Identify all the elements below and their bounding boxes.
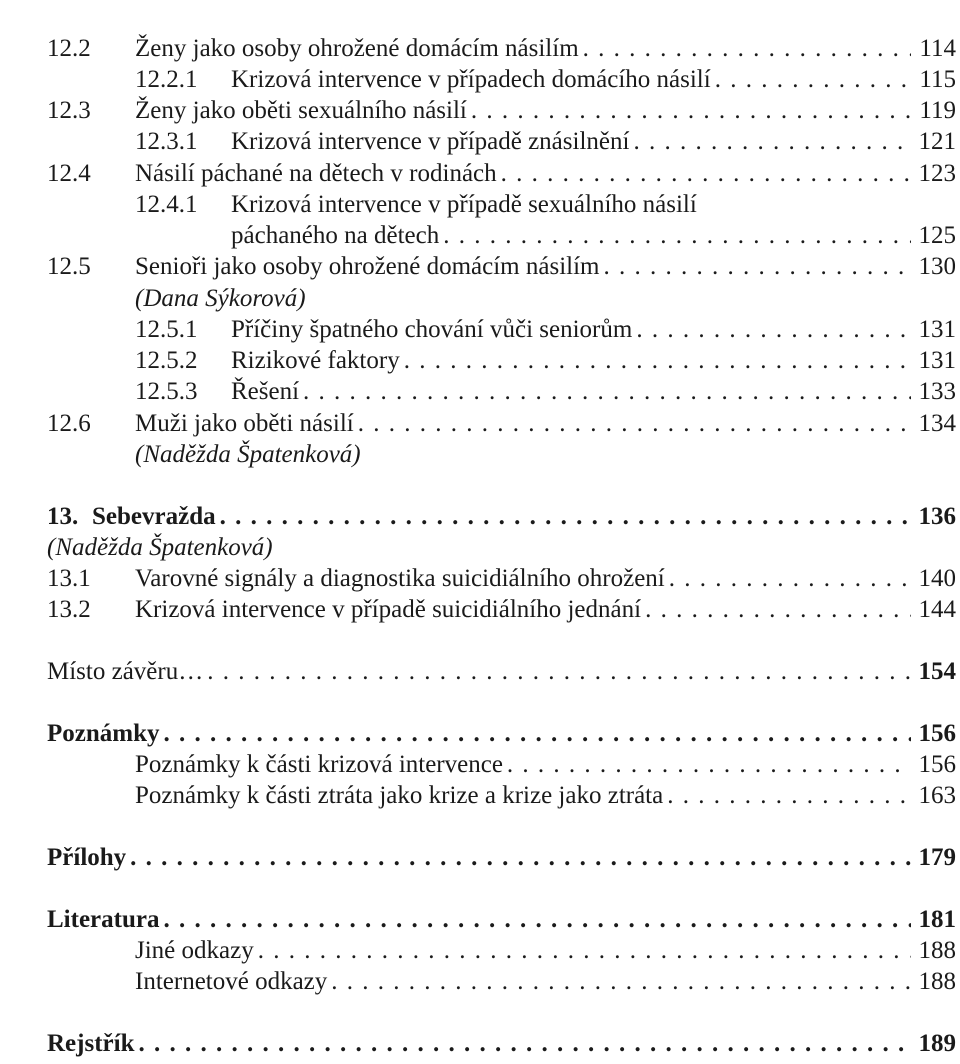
toc-entry[interactable] — [0, 344, 956, 378]
toc-entry-page: 188 — [918, 968, 956, 995]
toc-entry[interactable] — [0, 407, 956, 441]
toc-entry-page: 114 — [919, 35, 956, 62]
toc-entry-number: 12.3 — [47, 97, 91, 124]
toc-entry-title: Senioři jako osoby ohrožené domácím násilím — [135, 253, 600, 280]
toc-entry[interactable] — [0, 748, 956, 782]
toc-entry-title: Poznámky — [47, 720, 160, 747]
toc-entry-title: Krizová intervence v případě znásilnění — [231, 128, 630, 155]
toc-entry-continuation[interactable] — [0, 219, 956, 253]
chapter-author: (Naděžda Špatenková) — [47, 534, 273, 561]
toc-entry-page: 156 — [918, 751, 956, 778]
toc-entry-page: 130 — [918, 253, 956, 280]
dot-leader — [641, 593, 910, 627]
toc-entry[interactable] — [0, 313, 956, 347]
toc-entry-title: Rizikové faktory — [231, 347, 400, 374]
toc-entry-page: 179 — [918, 844, 956, 871]
dot-leader — [439, 219, 910, 253]
chapter-author: (Dana Sýkorová) — [135, 285, 306, 312]
dot-leader — [665, 562, 911, 596]
toc-entry-number: 13. — [47, 503, 79, 530]
toc-chapter-entry[interactable] — [0, 717, 956, 751]
toc-entry[interactable] — [0, 188, 956, 222]
dot-leader — [254, 934, 911, 968]
toc-entry-title: Sebevražda — [92, 503, 216, 530]
toc-entry[interactable] — [0, 593, 956, 627]
toc-entry-page: 140 — [918, 565, 956, 592]
dot-leader — [629, 125, 910, 159]
toc-entry[interactable] — [0, 94, 956, 128]
toc-chapter-entry[interactable] — [0, 903, 956, 937]
toc-entry-title: Krizová intervence v případech domácího násilí — [231, 66, 711, 93]
toc-entry-page: 115 — [919, 66, 956, 93]
dot-leader — [663, 779, 910, 813]
toc-entry-title: Místo závěru… — [47, 658, 204, 685]
toc-entry-title: Násilí páchané na dětech v rodinách — [135, 160, 497, 187]
toc-entry-number: 12.3.1 — [135, 128, 198, 155]
toc-entry-number: 12.2.1 — [135, 66, 198, 93]
toc-entry-number: 12.5.1 — [135, 316, 198, 343]
toc-entry-page: 156 — [918, 720, 956, 747]
toc-entry-number: 13.1 — [47, 565, 91, 592]
dot-leader — [400, 344, 911, 378]
chapter-author: (Naděžda Špatenková) — [135, 441, 361, 468]
dot-leader — [600, 250, 911, 284]
toc-entry-number: 12.5.3 — [135, 378, 198, 405]
toc-entry[interactable] — [0, 965, 956, 999]
dot-leader — [497, 157, 911, 191]
toc-entry-title: Příčiny špatného chování vůči seniorům — [231, 316, 633, 343]
toc-chapter-entry[interactable] — [0, 500, 956, 534]
toc-chapter-entry[interactable] — [0, 1027, 956, 1061]
toc-entry-page: 134 — [918, 410, 956, 437]
toc-entry-page: 163 — [918, 782, 956, 809]
toc-entry-page: 119 — [919, 97, 956, 124]
toc-entry-page: 121 — [918, 128, 956, 155]
toc-entry[interactable] — [0, 63, 956, 97]
toc-entry-page: 131 — [918, 316, 956, 343]
dot-leader — [579, 32, 912, 66]
dot-leader — [126, 841, 910, 875]
toc-entry-title: Přílohy — [47, 844, 127, 871]
toc-entry-title: Muži jako oběti násilí — [135, 410, 354, 437]
toc-entry-title: Varovné signály a diagnostika suicidiálního ohrožení — [135, 565, 665, 592]
toc-entry-number: 12.2 — [47, 35, 91, 62]
dot-leader — [299, 375, 910, 409]
toc-entry-title: Poznámky k části ztráta jako krize a krize jako ztráta — [135, 782, 664, 809]
toc-entry-page: 133 — [918, 378, 956, 405]
toc-entry[interactable] — [0, 655, 956, 689]
toc-entry-title: Literatura — [47, 906, 160, 933]
toc-chapter-entry[interactable] — [0, 841, 956, 875]
toc-entry[interactable] — [0, 32, 956, 66]
dot-leader — [467, 94, 912, 128]
toc-entry-title: Rejstřík — [47, 1030, 135, 1057]
toc-entry-title: Krizová intervence v případě suicidiálního jednání — [135, 596, 642, 623]
toc-entry-page: 123 — [918, 160, 956, 187]
toc-entry-page: 125 — [918, 222, 956, 249]
toc-entry-number: 12.6 — [47, 410, 91, 437]
toc-entry[interactable] — [0, 125, 956, 159]
toc-entry[interactable] — [0, 562, 956, 596]
dot-leader — [203, 655, 910, 689]
toc-entry-title: Krizová intervence v případě sexuálního násilí — [231, 191, 697, 218]
dot-leader — [711, 63, 912, 97]
toc-entry-number: 12.4.1 — [135, 191, 198, 218]
dot-leader — [216, 500, 911, 534]
toc-entry-title: Internetové odkazy — [135, 968, 328, 995]
toc-entry[interactable] — [0, 375, 956, 409]
dot-leader — [327, 965, 910, 999]
toc-entry-page: 189 — [918, 1030, 956, 1057]
dot-leader — [354, 407, 911, 441]
toc-entry-page: 181 — [918, 906, 956, 933]
dot-leader — [632, 313, 910, 347]
toc-entry-title: Ženy jako osoby ohrožené domácím násilím — [135, 35, 579, 62]
dot-leader — [160, 717, 911, 751]
toc-entry-number: 13.2 — [47, 596, 91, 623]
toc-entry-number: 12.4 — [47, 160, 91, 187]
dot-leader — [134, 1027, 910, 1061]
toc-entry-page: 136 — [918, 503, 956, 530]
toc-entry-page: 131 — [918, 347, 956, 374]
toc-entry-number: 12.5.2 — [135, 347, 198, 374]
dot-leader — [503, 748, 911, 782]
toc-entry-page: 188 — [918, 937, 956, 964]
toc-entry[interactable] — [0, 250, 956, 284]
toc-entry-page: 154 — [918, 658, 956, 685]
toc-entry-title: Jiné odkazy — [135, 937, 254, 964]
toc-entry-title: Řešení — [231, 378, 300, 405]
toc-entry-title: páchaného na dětech — [231, 222, 440, 249]
toc-entry-page: 144 — [918, 596, 956, 623]
toc-entry-title: Poznámky k části krizová intervence — [135, 751, 503, 778]
dot-leader — [159, 903, 910, 937]
toc-entry[interactable] — [0, 779, 956, 813]
toc-entry[interactable] — [0, 157, 956, 191]
toc-entry-number: 12.5 — [47, 253, 91, 280]
toc-entry-title: Ženy jako oběti sexuálního násilí — [135, 97, 467, 124]
toc-entry[interactable] — [0, 934, 956, 968]
